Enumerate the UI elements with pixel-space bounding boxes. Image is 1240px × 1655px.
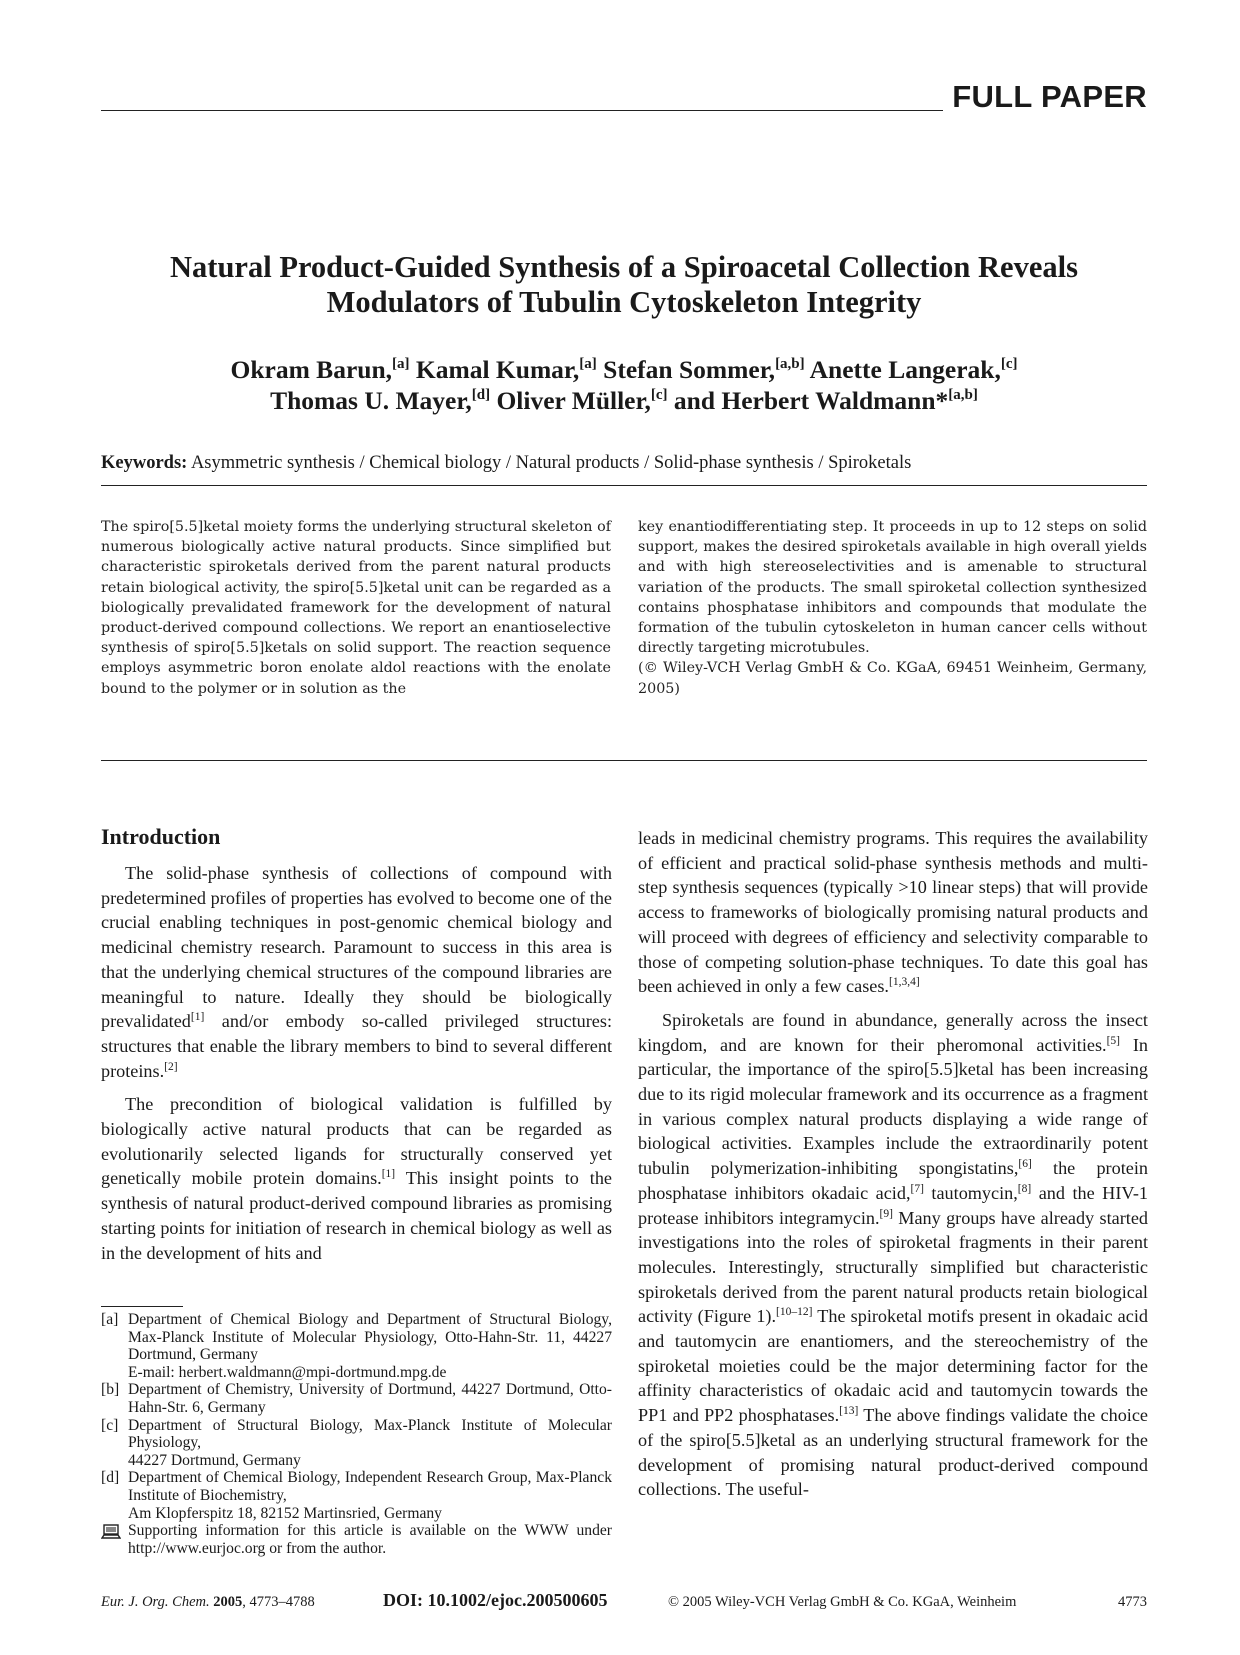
text-run: The spiroketal motifs present in okadaic acid and tautomycin are enantiomers, and the stereochemistry of the spiroketal moieties could be the major determining factor for the affinity characteristics of okadaic acid and tautomycin towards the PP1 and PP2 phosphatases. (638, 1306, 1148, 1426)
citation[interactable]: [10–12] (776, 1306, 813, 1319)
citation[interactable]: [1] (190, 1011, 205, 1024)
author-name: and Herbert Waldmann* (673, 386, 949, 415)
footer-citation (101, 1594, 315, 1611)
footnote-b (101, 1381, 612, 1416)
author-name: Oliver Müller, (496, 386, 651, 415)
author-name: Kamal Kumar, (415, 355, 580, 384)
citation[interactable]: [6] (1018, 1158, 1032, 1171)
footnote-text (128, 1311, 612, 1381)
author-name: Thomas U. Mayer, (270, 386, 472, 415)
abstract-right-column (638, 517, 1147, 699)
keywords-text: Asymmetric synthesis / Chemical biology / Natural products / Solid-phase synthesis / Spiroketals (190, 453, 912, 473)
keywords (101, 453, 1147, 474)
text-run: tautomycin, (923, 1182, 1018, 1203)
body-right-column (638, 826, 1148, 1502)
author-affiliation: [a] (392, 356, 410, 372)
header-rule (101, 110, 943, 111)
affiliation-text: Department of Chemical Biology, Independent Research Group, Max-Planck Institute of Biochemistry, (128, 1469, 612, 1504)
keywords-rule (101, 485, 1147, 486)
affiliation-text: Am Klopferspitz 18, 82152 Martinsried, Germany (128, 1504, 442, 1522)
abstract-rule (101, 760, 1147, 761)
affiliation-text: Department of Chemical Biology and Department of Structural Biology, Max-Planck Institute of Molecular Physiology, Otto-Hahn-Str. 11, 44227 Dortmund, Germany (128, 1311, 612, 1364)
paragraph (638, 826, 1148, 999)
author-line-1 (101, 354, 1147, 385)
text-run: Spiroketals are found in abundance, generally across the insect kingdom, and are known for their pheromonal activities. (638, 1009, 1148, 1055)
title-line-2: Modulators of Tubulin Cytoskeleton Integrity (326, 285, 922, 319)
text-run: leads in medicinal chemistry programs. This requires the availability of efficient and practical solid-phase synthesis methods and multi-step synthesis sequences (typically >10 linear steps) that will provide access to frameworks of biologically promising natural products and will proceed with degrees of efficiency and selectivity comparable to those of competing solution-phase techniques. To date this goal has been achieved in only a few cases. (638, 828, 1148, 997)
author-affiliation: [a,b] (948, 387, 978, 403)
footnote-d (101, 1469, 612, 1522)
citation[interactable]: [5] (1106, 1034, 1121, 1047)
journal-name: Eur. J. Org. Chem. (101, 1594, 210, 1610)
author-affiliation: [a] (579, 356, 597, 372)
citation[interactable]: [1,3,4] (888, 976, 920, 989)
citation[interactable]: [7] (910, 1182, 924, 1195)
author-affiliation: [d] (471, 387, 491, 403)
text-run: and the HIV-1 protease inhibitors integramycin. (638, 1182, 1148, 1228)
text-run: The precondition of biological validation is fulfilled by biologically active natural products that can be regarded as evolutionarily selected ligands for structurally conserved yet genetically mobile protein domains. (101, 1094, 612, 1189)
footnote-supporting-info (101, 1522, 612, 1557)
text-run: the protein phosphatase inhibitors okadaic acid, (638, 1158, 1148, 1203)
affiliation-text: 44227 Dortmund, Germany (128, 1451, 301, 1469)
author-line-2 (101, 385, 1147, 416)
footnote-tag: [a] (101, 1311, 119, 1328)
author-name: Anette Langerak, (809, 355, 1001, 384)
journal-pages: , 4773–4788 (242, 1594, 315, 1610)
author-affiliation: [c] (650, 387, 668, 403)
footnote-rule (101, 1306, 183, 1307)
citation[interactable]: [9] (879, 1207, 893, 1220)
email-link[interactable]: E-mail: herbert.waldmann@mpi-dortmund.mpg.de (128, 1363, 447, 1381)
body-left-column (101, 861, 612, 1265)
author-name: Stefan Sommer, (603, 355, 776, 384)
section-heading-introduction: Introduction (101, 824, 221, 849)
author-name: Okram Barun, (230, 355, 393, 384)
citation[interactable]: [8] (1017, 1182, 1032, 1195)
text-run: The solid-phase synthesis of collections of compound with predetermined profiles of properties has evolved to become one of the crucial enabling techniques in post-genomic chemical biology and medicinal chemistry research. Paramount to success in this area is that the underlying chemical structures of the compound libraries are meaningful to nature. Ideally they should be biologically prevalidated (101, 863, 612, 1032)
abstract-text-left: The spiro[5.5]ketal moiety forms the underlying structural skeleton of numerous biologically active natural products. Since simplified but characteristic spiroketals derived from the parent natural products retain biological activity, the spiro[5.5]ketal unit can be regarded as a biologically prevalidated framework for the development of natural product-derived compound collections. We report an enantioselective synthesis of spiro[5.5]ketals on solid support. The reaction sequence employs asymmetric boron enolate aldol reactions with the enolate bound to the polymer or in solution as the (101, 519, 611, 697)
author-affiliation: [c] (1000, 356, 1018, 372)
affiliation-text: Department of Chemistry, University of Dortmund, 44227 Dortmund, Otto-Hahn-Str. 6, Germany (128, 1381, 612, 1416)
supporting-info-text: Supporting information for this article is available on the WWW under http://www.eurjoc.org or from the author. (128, 1522, 612, 1557)
text-run: Many groups have already started investigations into the roles of spiroketal fragments in their parent molecules. Interestingly, structurally simplified but characteristic spiroketals derived from the parent natural products retain biological activity (Figure 1). (638, 1207, 1148, 1327)
abstract-copyright: (© Wiley-VCH Verlag GmbH & Co. KGaA, 69451 Weinheim, Germany, 2005) (638, 660, 1147, 697)
page-number: 4773 (1118, 1594, 1147, 1610)
paper-title (101, 250, 1147, 320)
footnote-text (128, 1469, 612, 1522)
footnote-text (128, 1417, 612, 1470)
footnote-tag: [b] (101, 1381, 120, 1399)
text-run: This insight points to the synthesis of natural product-derived compound libraries as promising starting points for initiation of research in chemical biology as well as in the development of hits and (101, 1168, 612, 1263)
computer-icon (101, 1522, 128, 1557)
footnote-tag: [d] (101, 1469, 120, 1487)
author-list (101, 354, 1147, 416)
citation[interactable]: [13] (839, 1405, 859, 1418)
article-type-label: FULL PAPER (952, 79, 1147, 114)
paragraph (101, 861, 612, 1083)
doi-link[interactable]: DOI: 10.1002/ejoc.200500605 (383, 1590, 608, 1610)
keywords-label: Keywords: (101, 453, 188, 473)
affiliation-text: Department of Structural Biology, Max-Planck Institute of Molecular Physiology, (128, 1416, 612, 1452)
citation[interactable]: [1] (381, 1168, 396, 1181)
footnote-c (101, 1417, 612, 1470)
footer-copyright: © 2005 Wiley-VCH Verlag GmbH & Co. KGaA, Weinheim (668, 1594, 1017, 1610)
affiliations-footnotes (101, 1311, 612, 1557)
footnote-tag: [c] (101, 1416, 119, 1434)
author-affiliation: [a,b] (775, 356, 805, 372)
abstract-text-right: key enantiodifferentiating step. It proceeds in up to 12 steps on solid support, makes the desired spiroketals available in high overall yields and with high stereoselectivities and is amenable to structural variation of the products. The small spiroketal collection synthesized contains phosphatase inhibitors and compounds that modulate the formation of the tubulin cytoskeleton in human cancer cells without directly targeting microtubules. (638, 519, 1147, 657)
text-run: and/or embody so-called privileged structures: structures that enable the library members to bind to several different proteins. (101, 1011, 612, 1081)
paragraph (101, 1092, 612, 1265)
footnote-a (101, 1311, 612, 1381)
paragraph (638, 1008, 1148, 1502)
citation[interactable]: [2] (164, 1060, 178, 1073)
journal-year: 2005 (213, 1594, 243, 1610)
title-line-1: Natural Product-Guided Synthesis of a Spiroacetal Collection Reveals (170, 250, 1078, 284)
text-run: The above findings validate the choice of the spiro[5.5]ketal as an underlying structural framework for the development of promising natural product-derived compound collections. The useful- (638, 1405, 1148, 1500)
text-run: In particular, the importance of the spiro[5.5]ketal has been increasing due to its rigid molecular framework and its occurrence as a fragment in various complex natural products displaying a wide range of biological activities. Examples include the extraordinarily potent tubulin polymerization-inhibiting spongistatins, (638, 1034, 1148, 1179)
abstract-left-column (101, 517, 611, 699)
